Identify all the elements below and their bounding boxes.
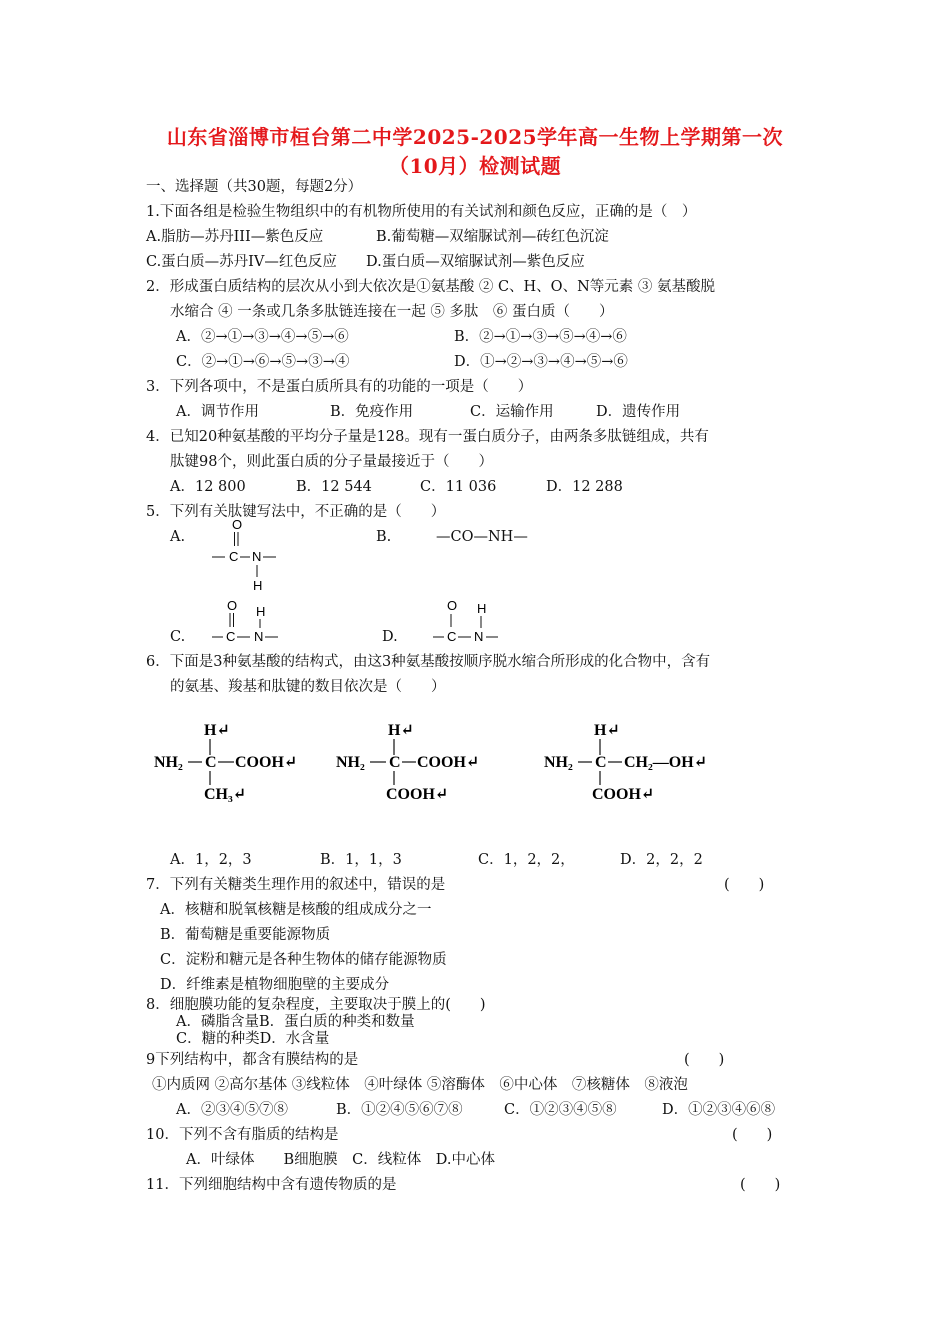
q9-answer-paren: ( ) (684, 1052, 725, 1068)
q5-option-c-structure (205, 596, 285, 646)
svg-text:NH₂: NH₂ (154, 754, 183, 771)
q6-option-b: B．1，1，3 (320, 852, 402, 868)
q5-option-a-label: A. (170, 529, 186, 545)
svg-text:H↵: H↵ (388, 722, 414, 739)
q7-option-c: C．淀粉和糖元是各种生物体的储存能源物质 (160, 952, 447, 968)
document-title-line2: （10月）检测试题 (388, 154, 562, 178)
q10-options: A．叶绿体 B细胞膜 C．线粒体 D.中心体 (186, 1152, 495, 1168)
q6-option-d: D．2，2，2 (620, 852, 703, 868)
q4-option-c: C．11 036 (420, 479, 497, 495)
q10-answer-paren: ( ) (732, 1127, 773, 1143)
q9-items: ①内质网 ②高尔基体 ③线粒体 ④叶绿体 ⑤溶酶体 ⑥中心体 ⑦核糖体 ⑧液泡 (152, 1077, 688, 1093)
q7-option-b: B．葡萄糖是重要能源物质 (160, 927, 331, 943)
q1-option-a: A.脂肪—苏丹III—紫色反应 (146, 229, 324, 245)
svg-text:C: C (205, 754, 217, 771)
svg-text:NH₂: NH₂ (336, 754, 365, 771)
svg-text:H↵: H↵ (204, 722, 230, 739)
svg-text:H: H (253, 578, 263, 593)
svg-text:CH₃↵: CH₃↵ (204, 786, 247, 803)
q3-option-a: A．调节作用 (176, 404, 259, 420)
q4-option-b: B．12 544 (296, 479, 372, 495)
q9-option-d: D．①②③④⑥⑧ (662, 1102, 776, 1118)
section-heading: 一、选择题（共30题，每题2分） (146, 179, 363, 195)
q4-option-a: A．12 800 (170, 479, 246, 495)
q4-stem-line2: 肽键98个，则此蛋白质的分子量最接近于（ ） (170, 454, 493, 470)
q10-stem: 10．下列不含有脂质的结构是 (146, 1127, 339, 1143)
q3-option-b: B．免疫作用 (330, 404, 414, 420)
q6-stem-line1: 6．下面是3种氨基酸的结构式，由这3种氨基酸按顺序脱水缩合所形成的化合物中，含有 (146, 654, 711, 670)
q11-stem: 11．下列细胞结构中含有遗传物质的是 (146, 1177, 397, 1193)
q3-option-c: C．运输作用 (470, 404, 554, 420)
q8-stem: 8．细胞膜功能的复杂程度，主要取决于膜上的( ) (146, 997, 486, 1013)
q3-stem: 3．下列各项中，不是蛋白质所具有的功能的一项是（ ） (146, 379, 533, 395)
svg-text:H: H (477, 601, 487, 616)
q9-stem: 9下列结构中，都含有膜结构的是 (146, 1052, 359, 1068)
q11-answer-paren: ( ) (740, 1177, 781, 1193)
svg-text:N: N (474, 629, 484, 644)
svg-text:COOH↵: COOH↵ (417, 754, 480, 771)
q1-option-b: B.葡萄糖—双缩脲试剂—砖红色沉淀 (376, 229, 609, 245)
q6-option-c: C．1，2，2， (478, 852, 575, 868)
svg-text:COOH↵: COOH↵ (386, 786, 449, 803)
svg-text:N: N (254, 629, 264, 644)
q2-stem-line1: 2．形成蛋白质结构的层次从小到大依次是①氨基酸 ② C、H、O、N等元素 ③ 氨基酸脱 (146, 279, 715, 295)
svg-text:O: O (447, 598, 458, 613)
document-title-line1: 山东省淄博市桓台第二中学2025-2025学年高一生物上学期第一次 (166, 125, 784, 149)
q2-option-d: D．①→②→③→④→⑤→⑥ (454, 354, 628, 370)
svg-text:C: C (226, 629, 236, 644)
svg-text:CH₂—OH↵: CH₂—OH↵ (624, 754, 708, 771)
q2-option-b: B．②→①→③→⑤→④→⑥ (454, 329, 627, 345)
q6-amino-acid-1 (150, 715, 310, 805)
svg-text:C: C (229, 549, 239, 564)
q9-option-c: C．①②③④⑤⑧ (504, 1102, 617, 1118)
q2-stem-line2: 水缩合 ④ 一条或几条多肽链连接在一起 ⑤ 多肽 ⑥ 蛋白质（ ） (170, 304, 614, 320)
svg-text:COOH↵: COOH↵ (592, 786, 655, 803)
q7-option-a: A．核糖和脱氧核糖是核酸的组成成分之一 (160, 902, 432, 918)
q5-stem: 5．下列有关肽键写法中，不正确的是（ ） (146, 504, 446, 520)
q9-option-a: A．②③④⑤⑦⑧ (176, 1102, 288, 1118)
svg-text:C: C (595, 754, 607, 771)
q6-amino-acid-2 (332, 715, 492, 805)
q6-amino-acid-3 (540, 715, 720, 805)
svg-text:H: H (256, 604, 266, 619)
q5-option-a-structure (205, 515, 285, 595)
q5-option-d-structure (426, 596, 506, 646)
q7-option-d: D．纤维素是植物细胞壁的主要成分 (160, 977, 390, 993)
q5-option-b-formula: —CO—NH— (436, 529, 528, 545)
svg-text:H↵: H↵ (594, 722, 620, 739)
q2-option-a: A．②→①→③→④→⑤→⑥ (176, 329, 349, 345)
q4-stem-line1: 4．已知20种氨基酸的平均分子量是128。现有一蛋白质分子，由两条多肽链组成，共有 (146, 429, 709, 445)
q6-stem-line2: 的氨基、羧基和肽键的数目依次是（ ） (170, 679, 446, 695)
q5-option-c-label: C. (170, 629, 186, 645)
q1-option-c: C.蛋白质—苏丹IV—红色反应 (146, 254, 337, 270)
svg-text:NH₂: NH₂ (544, 754, 573, 771)
svg-text:N: N (252, 549, 262, 564)
q7-answer-paren: ( ) (724, 877, 765, 893)
svg-text:O: O (227, 598, 238, 613)
q6-option-a: A．1，2，3 (170, 852, 252, 868)
svg-text:COOH↵: COOH↵ (235, 754, 298, 771)
q4-option-d: D．12 288 (546, 479, 623, 495)
q3-option-d: D．遗传作用 (596, 404, 681, 420)
q5-option-b-label: B. (376, 529, 392, 545)
q1-option-d: D.蛋白质—双缩脲试剂—紫色反应 (366, 254, 585, 270)
svg-text:C: C (447, 629, 457, 644)
q8-options-ab: A．磷脂含量B．蛋白质的种类和数量 (176, 1014, 415, 1030)
q2-option-c: C．②→①→⑥→⑤→③→④ (176, 354, 350, 370)
q8-options-cd: C．糖的种类D．水含量 (176, 1031, 330, 1047)
q9-option-b: B．①②④⑤⑥⑦⑧ (336, 1102, 463, 1118)
svg-text:C: C (389, 754, 401, 771)
q7-stem: 7．下列有关糖类生理作用的叙述中，错误的是 (146, 877, 446, 893)
q5-option-d-label: D. (382, 629, 398, 645)
q1-stem: 1.下面各组是检验生物组织中的有机物所使用的有关试剂和颜色反应，正确的是（ ） (146, 204, 697, 220)
svg-text:O: O (232, 517, 243, 532)
